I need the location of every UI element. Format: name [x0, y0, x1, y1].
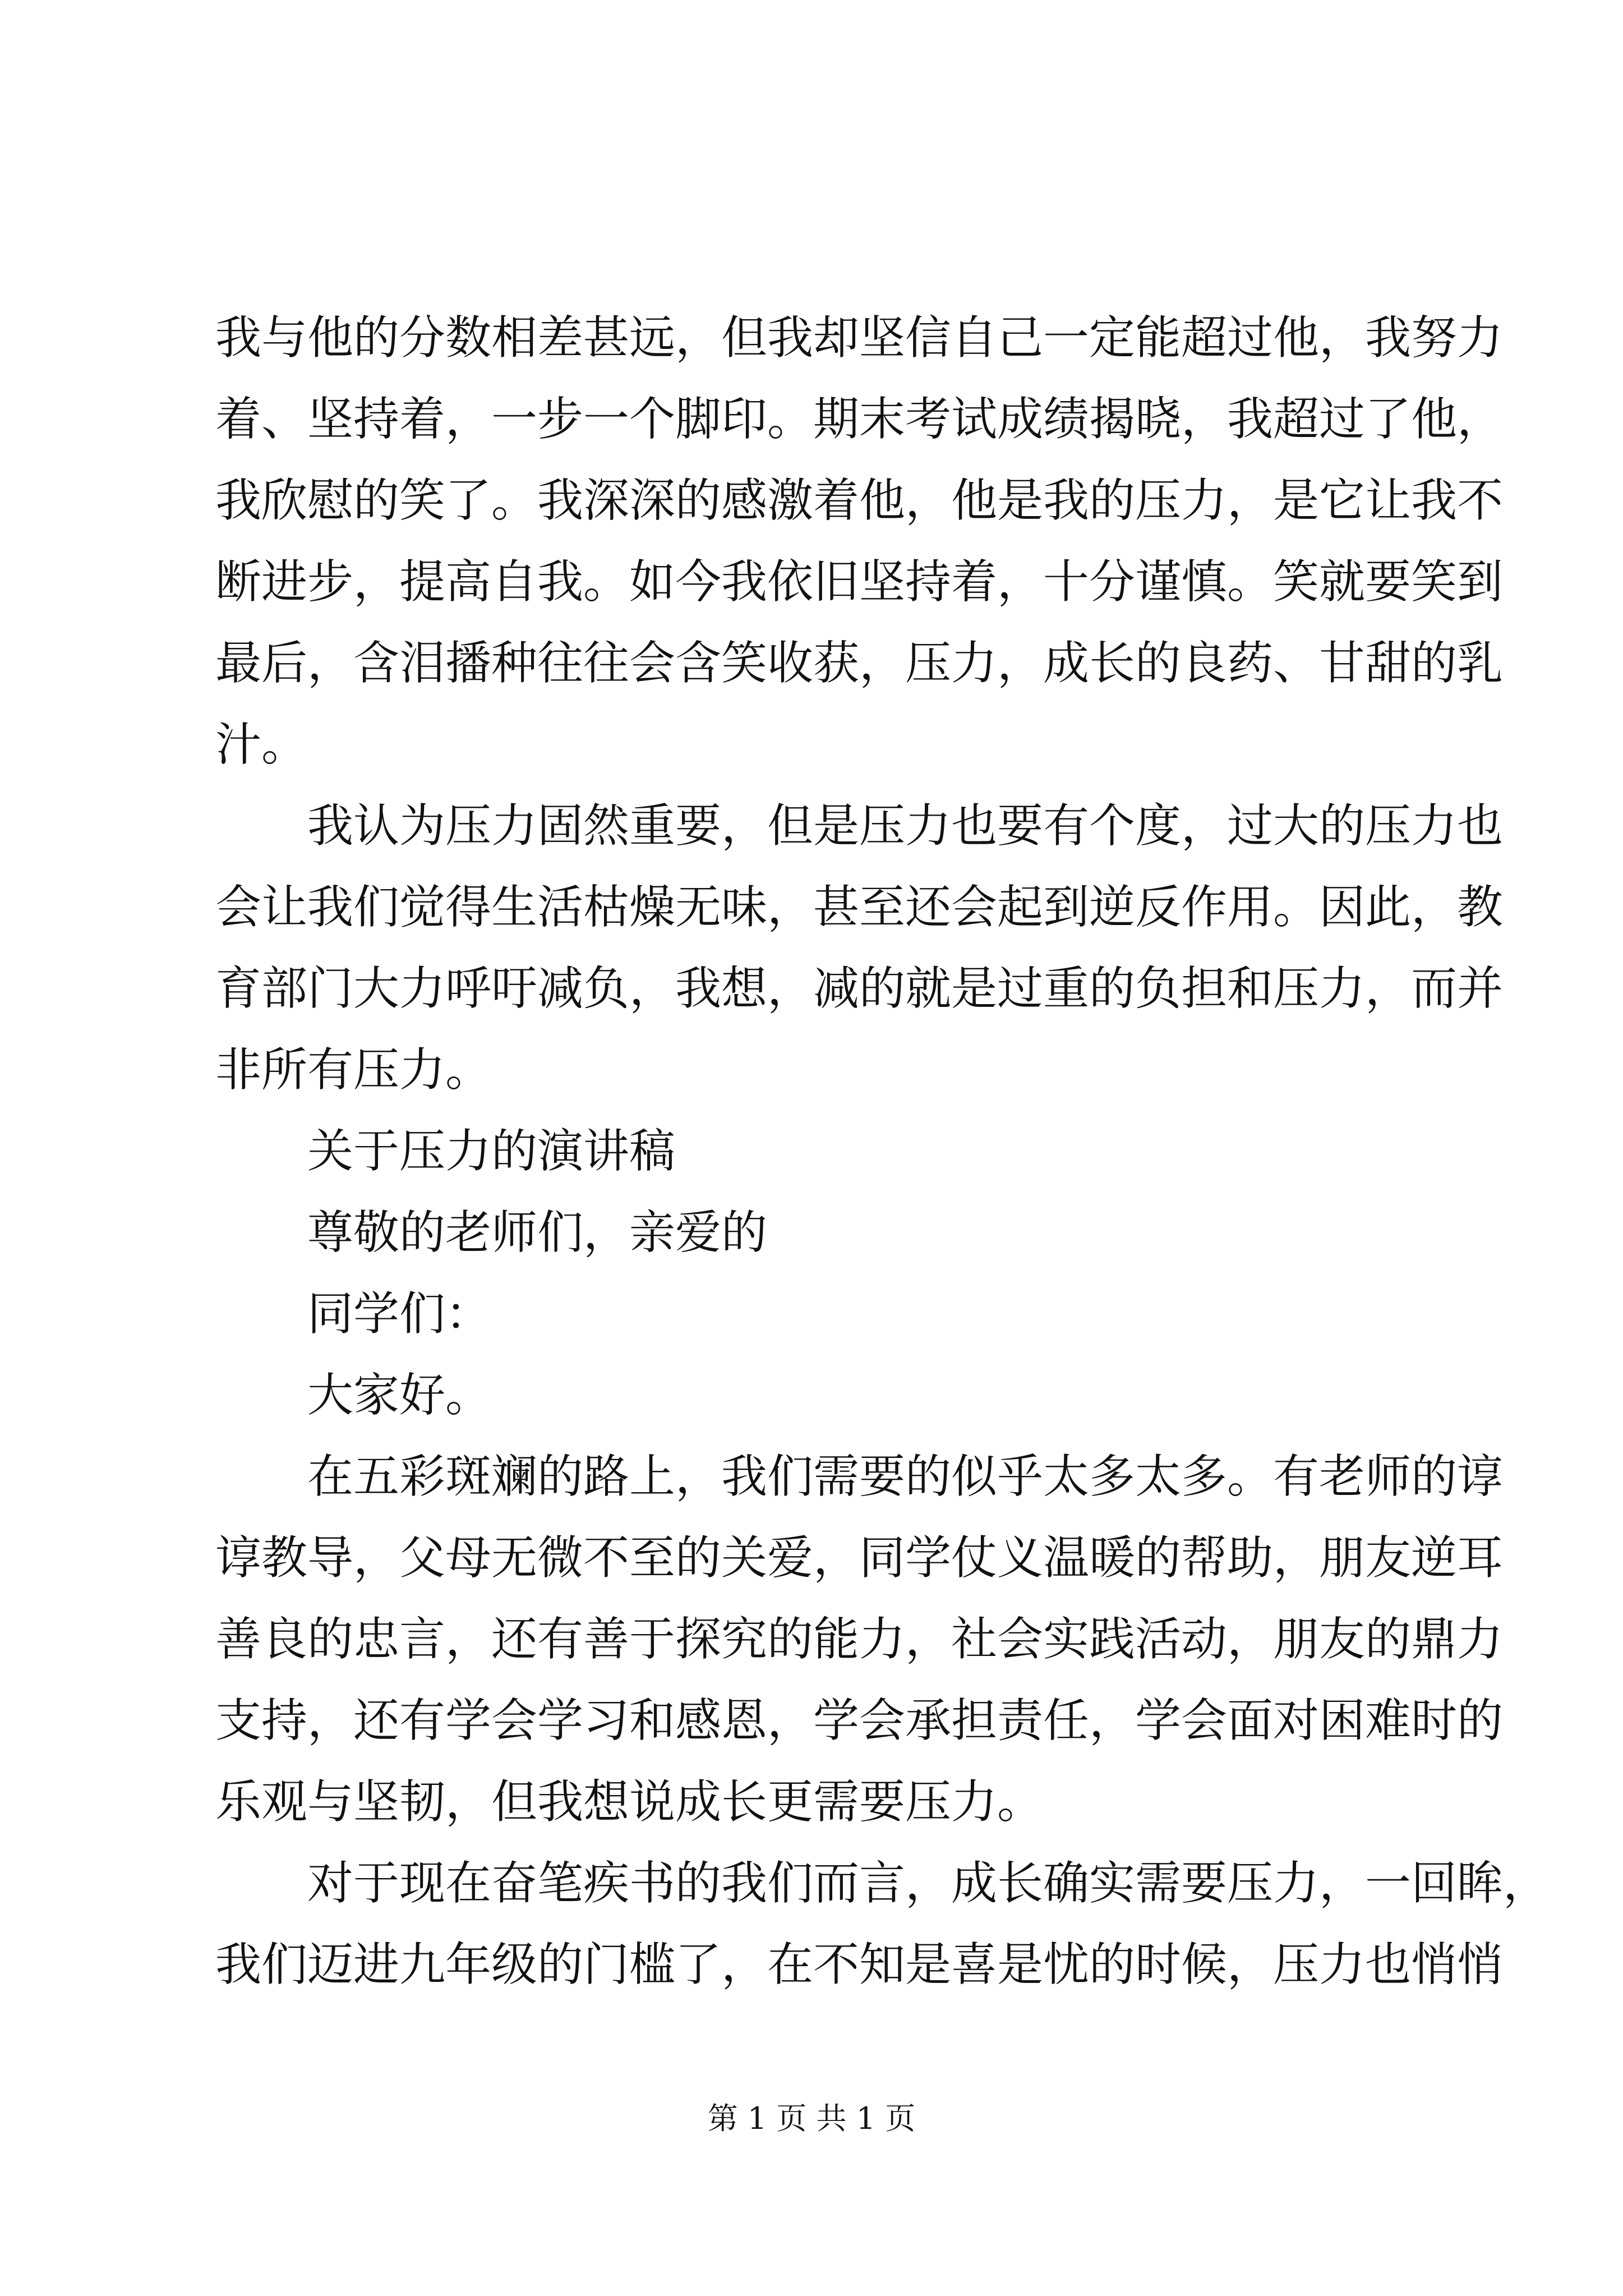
text-line: 会让我们觉得生活枯燥无味，甚至还会起到逆反作用。因此，教: [215, 881, 1504, 934]
page-footer: 第 1 页 共 1 页: [707, 2101, 916, 2136]
text-line: 汁。: [215, 718, 308, 771]
text-line: 我认为压力固然重要，但是压力也要有个度，过大的压力也: [307, 799, 1504, 853]
text-line: 断进步，提高自我。如今我依旧坚持着，十分谨慎。笑就要笑到: [215, 555, 1504, 609]
text-line: 支持，还有学会学习和感恩，学会承担责任，学会面对困难时的: [215, 1694, 1504, 1747]
text-line: 最后，含泪播种往往会含笑收获，压力，成长的良药、甘甜的乳: [215, 637, 1504, 690]
text-line: 育部门大力呼吁减负，我想，减的就是过重的负担和压力，而并: [215, 962, 1504, 1015]
text-line: 善良的忠言，还有善于探究的能力，社会实践活动，朋友的鼎力: [215, 1613, 1504, 1666]
text-line: 大家好。: [307, 1369, 492, 1422]
text-line: 同学们：: [307, 1287, 492, 1341]
text-line: 对于现在奋笔疾书的我们而言，成长确实需要压力，一回眸，: [307, 1857, 1550, 1910]
text-line: 我与他的分数相差甚远，但我却坚信自己一定能超过他，我努力: [215, 311, 1504, 365]
text-line: 关于压力的演讲稿: [307, 1125, 676, 1178]
text-line: 在五彩斑斓的路上，我们需要的似乎太多太多。有老师的谆: [307, 1450, 1504, 1503]
text-line: 我们迈进九年级的门槛了，在不知是喜是忧的时候，压力也悄悄: [215, 1938, 1504, 1991]
text-line: 我欣慰的笑了。我深深的感激着他，他是我的压力，是它让我不: [215, 474, 1504, 527]
text-line: 谆教导，父母无微不至的关爱，同学仗义温暖的帮助，朋友逆耳: [215, 1531, 1504, 1585]
text-line: 尊敬的老师们，亲爱的: [307, 1206, 768, 1259]
document-body: [215, 297, 1550, 2005]
text-line: 非所有压力。: [215, 1043, 492, 1097]
text-line: 乐观与坚韧，但我想说成长更需要压力。: [215, 1775, 1044, 1829]
text-line: 着、坚持着，一步一个脚印。期末考试成绩揭晓，我超过了他，: [215, 393, 1504, 446]
